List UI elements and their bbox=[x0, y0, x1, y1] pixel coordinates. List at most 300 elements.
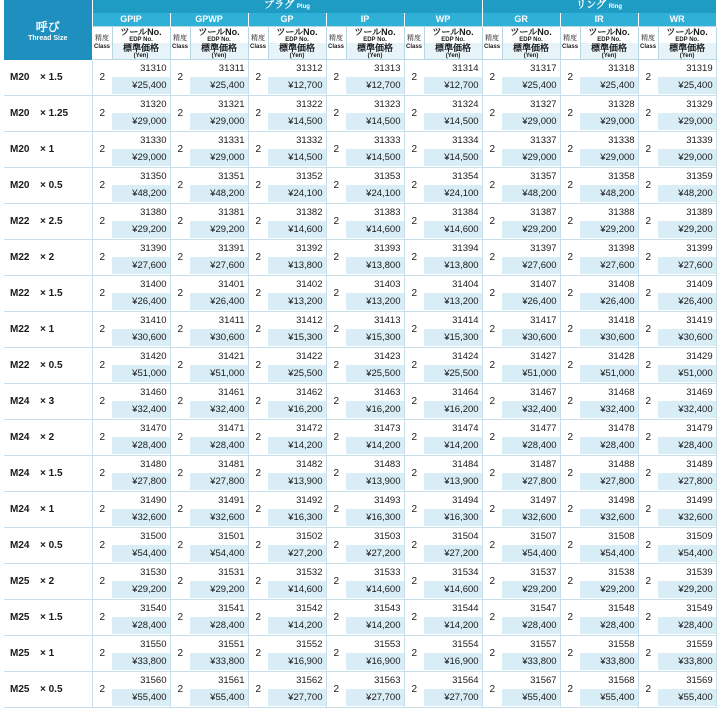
edp-number: 31542 bbox=[268, 600, 326, 617]
edp-price-cell bbox=[502, 599, 560, 635]
list-price: ¥30,600 bbox=[502, 329, 560, 346]
edp-number: 31318 bbox=[580, 60, 638, 77]
edp-price-cell bbox=[580, 383, 638, 419]
thread-size: M20 bbox=[10, 71, 30, 83]
list-price: ¥14,600 bbox=[346, 221, 404, 238]
edp-price-cell bbox=[658, 239, 716, 275]
thread-pitch: × 3 bbox=[40, 395, 55, 407]
class-cell: 2 bbox=[638, 635, 658, 671]
list-price: ¥27,600 bbox=[112, 257, 170, 274]
class-cell: 2 bbox=[404, 311, 424, 347]
edp-price-cell bbox=[424, 131, 482, 167]
edp-number: 31553 bbox=[346, 636, 404, 653]
edp-number: 31503 bbox=[346, 528, 404, 545]
table-row bbox=[4, 347, 716, 383]
list-price: ¥27,700 bbox=[268, 689, 326, 706]
tool-no-label: ツールNo. bbox=[354, 27, 396, 37]
edp-price-cell bbox=[112, 275, 170, 311]
edp-price-cell bbox=[346, 347, 404, 383]
class-cell: 2 bbox=[560, 203, 580, 239]
edp-number: 31561 bbox=[190, 672, 248, 689]
edp-label: EDP No. bbox=[285, 37, 309, 43]
list-price: ¥25,400 bbox=[190, 77, 248, 94]
tool-no-label: ツールNo. bbox=[666, 27, 708, 37]
list-price: ¥13,200 bbox=[346, 293, 404, 310]
edp-number: 31540 bbox=[112, 600, 170, 617]
edp-price-cell bbox=[346, 239, 404, 275]
edp-number: 31488 bbox=[580, 456, 638, 473]
edp-number: 31567 bbox=[502, 672, 560, 689]
thread-pitch: × 0.5 bbox=[40, 179, 63, 191]
class-label-ja: 精度 bbox=[251, 35, 265, 42]
class-cell: 2 bbox=[404, 203, 424, 239]
edp-number: 31414 bbox=[424, 312, 482, 329]
list-price: ¥27,700 bbox=[424, 689, 482, 706]
list-price: ¥55,400 bbox=[112, 689, 170, 706]
class-cell: 2 bbox=[248, 491, 268, 527]
edp-number: 31359 bbox=[658, 168, 716, 185]
edp-number: 31403 bbox=[346, 276, 404, 293]
list-price: ¥27,200 bbox=[424, 545, 482, 562]
class-cell: 2 bbox=[404, 671, 424, 707]
class-cell: 2 bbox=[92, 167, 112, 203]
edp-price-cell bbox=[424, 599, 482, 635]
class-cell: 2 bbox=[560, 275, 580, 311]
edp-number: 31324 bbox=[424, 96, 482, 113]
list-price: ¥32,600 bbox=[502, 509, 560, 526]
list-price: ¥14,200 bbox=[424, 617, 482, 634]
list-price: ¥15,300 bbox=[346, 329, 404, 346]
class-cell: 2 bbox=[170, 203, 190, 239]
edp-number: 31499 bbox=[658, 492, 716, 509]
list-price: ¥55,400 bbox=[658, 689, 716, 706]
edp-number: 31539 bbox=[658, 564, 716, 581]
edp-price-cell bbox=[190, 383, 248, 419]
edp-price-cell bbox=[502, 95, 560, 131]
list-price: ¥13,900 bbox=[346, 473, 404, 490]
edp-price-cell bbox=[658, 455, 716, 491]
edp-number: 31472 bbox=[268, 420, 326, 437]
price-label: 標準価格 bbox=[191, 43, 248, 53]
edp-number: 31358 bbox=[580, 168, 638, 185]
table-row bbox=[4, 239, 716, 275]
class-cell: 2 bbox=[404, 491, 424, 527]
edp-number: 31487 bbox=[502, 456, 560, 473]
class-cell: 2 bbox=[482, 563, 502, 599]
edp-price-cell bbox=[502, 383, 560, 419]
edp-number: 31552 bbox=[268, 636, 326, 653]
list-price: ¥29,000 bbox=[658, 113, 716, 130]
list-price: ¥29,000 bbox=[502, 113, 560, 130]
class-cell: 2 bbox=[248, 419, 268, 455]
list-price: ¥28,400 bbox=[658, 617, 716, 634]
edp-price-cell bbox=[580, 527, 638, 563]
list-price: ¥14,600 bbox=[424, 581, 482, 598]
list-price: ¥14,600 bbox=[268, 581, 326, 598]
edp-number: 31463 bbox=[346, 384, 404, 401]
class-cell: 2 bbox=[170, 455, 190, 491]
class-label-ja: 精度 bbox=[641, 35, 656, 42]
edp-price-cell bbox=[112, 131, 170, 167]
edp-number: 31357 bbox=[502, 168, 560, 185]
list-price: ¥54,400 bbox=[502, 545, 560, 562]
edp-number: 31538 bbox=[580, 564, 638, 581]
class-cell: 2 bbox=[92, 275, 112, 311]
thread-pitch: × 1.5 bbox=[40, 71, 63, 83]
list-price: ¥27,600 bbox=[658, 257, 716, 274]
class-cell: 2 bbox=[560, 95, 580, 131]
edp-price-cell bbox=[658, 383, 716, 419]
class-cell: 2 bbox=[404, 131, 424, 167]
class-subheader bbox=[404, 27, 424, 60]
list-price: ¥51,000 bbox=[190, 365, 248, 382]
edp-price-cell bbox=[502, 131, 560, 167]
class-cell: 2 bbox=[482, 455, 502, 491]
class-label-ja: 精度 bbox=[329, 35, 343, 42]
class-subheader bbox=[638, 27, 658, 60]
class-cell: 2 bbox=[638, 203, 658, 239]
edp-number: 31352 bbox=[268, 168, 326, 185]
class-cell: 2 bbox=[482, 167, 502, 203]
list-price: ¥14,200 bbox=[268, 617, 326, 634]
class-cell: 2 bbox=[170, 239, 190, 275]
edp-number: 31382 bbox=[268, 204, 326, 221]
thread-size-cell bbox=[4, 167, 92, 203]
edp-label: EDP No. bbox=[519, 37, 543, 43]
edp-number: 31312 bbox=[268, 60, 326, 77]
list-price: ¥48,200 bbox=[502, 185, 560, 202]
class-label-en: Class bbox=[640, 44, 657, 50]
edp-price-cell bbox=[658, 419, 716, 455]
ring-group-header bbox=[482, 0, 716, 13]
edp-number: 31544 bbox=[424, 600, 482, 617]
edp-price-cell bbox=[580, 563, 638, 599]
edp-number: 31554 bbox=[424, 636, 482, 653]
edp-number: 31557 bbox=[502, 636, 560, 653]
edp-price-cell bbox=[112, 671, 170, 707]
edp-number: 31547 bbox=[502, 600, 560, 617]
thread-size: M24 bbox=[10, 503, 30, 515]
edp-price-cell bbox=[346, 95, 404, 131]
class-cell: 2 bbox=[482, 60, 502, 96]
edp-number: 31381 bbox=[190, 204, 248, 221]
edp-price-cell bbox=[190, 347, 248, 383]
class-cell: 2 bbox=[248, 635, 268, 671]
thread-pitch: × 1 bbox=[40, 323, 55, 335]
class-cell: 2 bbox=[638, 347, 658, 383]
edp-number: 31328 bbox=[580, 96, 638, 113]
edp-number: 31509 bbox=[658, 528, 716, 545]
edp-number: 31399 bbox=[658, 240, 716, 257]
gauge-header-ip: IP bbox=[326, 13, 404, 27]
edp-number: 31339 bbox=[658, 132, 716, 149]
edp-number: 31530 bbox=[112, 564, 170, 581]
edp-price-cell bbox=[424, 527, 482, 563]
class-cell: 2 bbox=[638, 599, 658, 635]
list-price: ¥13,800 bbox=[424, 257, 482, 274]
edp-number: 31543 bbox=[346, 600, 404, 617]
edp-price-cell bbox=[580, 419, 638, 455]
edp-price-cell bbox=[658, 60, 716, 96]
class-cell: 2 bbox=[170, 527, 190, 563]
class-cell: 2 bbox=[638, 311, 658, 347]
edp-number: 31484 bbox=[424, 456, 482, 473]
edp-price-cell bbox=[580, 635, 638, 671]
thread-size: M22 bbox=[10, 215, 30, 227]
thread-size: M24 bbox=[10, 539, 30, 551]
edp-number: 31394 bbox=[424, 240, 482, 257]
gauge-header-ir: IR bbox=[560, 13, 638, 27]
class-cell: 2 bbox=[248, 383, 268, 419]
class-cell: 2 bbox=[248, 599, 268, 635]
list-price: ¥29,000 bbox=[112, 149, 170, 166]
class-cell: 2 bbox=[326, 563, 346, 599]
edp-price-cell bbox=[346, 203, 404, 239]
thread-size: M24 bbox=[10, 467, 30, 479]
gauge-header-gpip: GPIP bbox=[92, 13, 170, 27]
thread-pitch: × 1.5 bbox=[40, 467, 63, 479]
edp-price-cell bbox=[190, 131, 248, 167]
edp-number: 31397 bbox=[502, 240, 560, 257]
class-subheader bbox=[92, 27, 112, 60]
list-price: ¥29,200 bbox=[190, 581, 248, 598]
list-price: ¥25,400 bbox=[580, 77, 638, 94]
edp-number: 31421 bbox=[190, 348, 248, 365]
class-cell: 2 bbox=[560, 311, 580, 347]
list-price: ¥16,200 bbox=[268, 401, 326, 418]
list-price: ¥12,700 bbox=[268, 77, 326, 94]
edp-number: 31429 bbox=[658, 348, 716, 365]
list-price: ¥29,000 bbox=[580, 149, 638, 166]
list-price: ¥26,400 bbox=[580, 293, 638, 310]
edp-price-cell bbox=[424, 311, 482, 347]
edp-price-cell bbox=[658, 347, 716, 383]
class-cell: 2 bbox=[638, 527, 658, 563]
list-price: ¥29,000 bbox=[658, 149, 716, 166]
class-cell: 2 bbox=[560, 635, 580, 671]
ring-label: リング bbox=[576, 0, 606, 11]
edp-price-cell bbox=[112, 95, 170, 131]
edp-number: 31333 bbox=[346, 132, 404, 149]
edp-number: 31473 bbox=[346, 420, 404, 437]
class-cell: 2 bbox=[560, 491, 580, 527]
class-cell: 2 bbox=[326, 311, 346, 347]
thread-size: M22 bbox=[10, 323, 30, 335]
class-cell: 2 bbox=[482, 419, 502, 455]
class-label-en: Class bbox=[93, 44, 110, 50]
edp-price-cell bbox=[112, 491, 170, 527]
edp-price-cell bbox=[112, 311, 170, 347]
table-row bbox=[4, 527, 716, 563]
class-cell: 2 bbox=[326, 671, 346, 707]
edp-price-cell bbox=[658, 311, 716, 347]
thread-pitch: × 1.5 bbox=[40, 611, 63, 623]
list-price: ¥28,400 bbox=[112, 617, 170, 634]
price-label: 標準価格 bbox=[659, 43, 716, 53]
class-cell: 2 bbox=[92, 599, 112, 635]
edp-price-cell bbox=[658, 203, 716, 239]
class-cell: 2 bbox=[560, 131, 580, 167]
table-row bbox=[4, 167, 716, 203]
class-label-ja: 精度 bbox=[563, 35, 578, 42]
list-price: ¥48,200 bbox=[580, 185, 638, 202]
class-cell: 2 bbox=[638, 455, 658, 491]
edp-number: 31311 bbox=[190, 60, 248, 77]
edp-price-cell bbox=[346, 419, 404, 455]
edp-number: 31337 bbox=[502, 132, 560, 149]
class-cell: 2 bbox=[326, 275, 346, 311]
edp-number: 31491 bbox=[190, 492, 248, 509]
edp-number: 31492 bbox=[268, 492, 326, 509]
table-row bbox=[4, 95, 716, 131]
list-price: ¥32,400 bbox=[502, 401, 560, 418]
class-cell: 2 bbox=[560, 455, 580, 491]
edp-price-cell bbox=[658, 95, 716, 131]
list-price: ¥16,200 bbox=[346, 401, 404, 418]
class-cell: 2 bbox=[92, 347, 112, 383]
edp-number: 31329 bbox=[658, 96, 716, 113]
table-row bbox=[4, 419, 716, 455]
edp-price-cell bbox=[268, 563, 326, 599]
list-price: ¥12,700 bbox=[424, 77, 482, 94]
tool-no-label: ツールNo. bbox=[198, 27, 240, 37]
thread-pitch: × 2 bbox=[40, 251, 55, 263]
edp-price-cell bbox=[346, 131, 404, 167]
thread-pitch: × 0.5 bbox=[40, 683, 63, 695]
edp-price-cell bbox=[424, 203, 482, 239]
edp-price-cell bbox=[190, 167, 248, 203]
tool-no-label: ツールNo. bbox=[588, 27, 630, 37]
edp-price-cell bbox=[112, 563, 170, 599]
table-row bbox=[4, 491, 716, 527]
thread-size-label-en: Thread Size bbox=[28, 34, 68, 42]
gauge-header-wp: WP bbox=[404, 13, 482, 27]
list-price: ¥30,600 bbox=[580, 329, 638, 346]
class-cell: 2 bbox=[404, 599, 424, 635]
thread-pitch: × 0.5 bbox=[40, 359, 63, 371]
edp-price-cell bbox=[580, 131, 638, 167]
class-cell: 2 bbox=[560, 383, 580, 419]
list-price: ¥32,600 bbox=[190, 509, 248, 526]
edp-number: 31532 bbox=[268, 564, 326, 581]
edp-price-cell bbox=[580, 455, 638, 491]
edp-price-cell bbox=[424, 60, 482, 96]
class-cell: 2 bbox=[482, 311, 502, 347]
edp-price-cell bbox=[190, 671, 248, 707]
thread-size: M20 bbox=[10, 107, 30, 119]
table-row bbox=[4, 131, 716, 167]
edp-number: 31537 bbox=[502, 564, 560, 581]
edp-price-cell bbox=[268, 311, 326, 347]
thread-size-cell bbox=[4, 635, 92, 671]
table-row bbox=[4, 635, 716, 671]
thread-size-header bbox=[4, 0, 92, 60]
class-cell: 2 bbox=[482, 203, 502, 239]
edp-price-cell bbox=[346, 383, 404, 419]
class-cell: 2 bbox=[482, 671, 502, 707]
class-cell: 2 bbox=[326, 491, 346, 527]
list-price: ¥25,500 bbox=[268, 365, 326, 382]
list-price: ¥29,200 bbox=[658, 581, 716, 598]
edp-price-cell bbox=[190, 275, 248, 311]
edp-number: 31384 bbox=[424, 204, 482, 221]
class-cell: 2 bbox=[638, 239, 658, 275]
edp-price-cell bbox=[502, 491, 560, 527]
class-cell: 2 bbox=[404, 167, 424, 203]
edp-number: 31461 bbox=[190, 384, 248, 401]
edp-price-cell bbox=[502, 455, 560, 491]
list-price: ¥27,800 bbox=[658, 473, 716, 490]
class-cell: 2 bbox=[560, 239, 580, 275]
edp-number: 31388 bbox=[580, 204, 638, 221]
edp-price-subheader bbox=[424, 27, 482, 60]
class-cell: 2 bbox=[92, 131, 112, 167]
edp-price-cell bbox=[502, 347, 560, 383]
edp-number: 31331 bbox=[190, 132, 248, 149]
edp-price-cell bbox=[658, 671, 716, 707]
list-price: ¥48,200 bbox=[112, 185, 170, 202]
class-cell: 2 bbox=[482, 527, 502, 563]
class-cell: 2 bbox=[170, 95, 190, 131]
list-price: ¥16,300 bbox=[268, 509, 326, 526]
list-price: ¥14,200 bbox=[268, 437, 326, 454]
list-price: ¥30,600 bbox=[112, 329, 170, 346]
class-cell: 2 bbox=[326, 239, 346, 275]
edp-price-cell bbox=[658, 527, 716, 563]
class-label-en: Class bbox=[562, 44, 579, 50]
edp-number: 31559 bbox=[658, 636, 716, 653]
edp-price-cell bbox=[346, 527, 404, 563]
class-cell: 2 bbox=[482, 95, 502, 131]
list-price: ¥32,600 bbox=[112, 509, 170, 526]
list-price: ¥32,600 bbox=[658, 509, 716, 526]
class-cell: 2 bbox=[638, 671, 658, 707]
table-row bbox=[4, 671, 716, 707]
class-cell: 2 bbox=[92, 671, 112, 707]
list-price: ¥32,600 bbox=[580, 509, 638, 526]
edp-number: 31383 bbox=[346, 204, 404, 221]
class-label-en: Class bbox=[405, 44, 422, 50]
edp-number: 31478 bbox=[580, 420, 638, 437]
edp-label: EDP No. bbox=[441, 37, 465, 43]
class-cell: 2 bbox=[404, 527, 424, 563]
edp-price-cell bbox=[112, 599, 170, 635]
list-price: ¥32,400 bbox=[112, 401, 170, 418]
class-cell: 2 bbox=[248, 311, 268, 347]
list-price: ¥24,100 bbox=[424, 185, 482, 202]
edp-number: 31313 bbox=[346, 60, 404, 77]
thread-size-cell bbox=[4, 599, 92, 635]
edp-number: 31420 bbox=[112, 348, 170, 365]
class-label-en: Class bbox=[171, 44, 188, 50]
edp-price-cell bbox=[190, 239, 248, 275]
class-cell: 2 bbox=[170, 563, 190, 599]
class-cell: 2 bbox=[248, 167, 268, 203]
edp-price-cell bbox=[346, 563, 404, 599]
edp-price-cell bbox=[502, 563, 560, 599]
edp-number: 31411 bbox=[190, 312, 248, 329]
list-price: ¥29,000 bbox=[112, 113, 170, 130]
class-cell: 2 bbox=[248, 239, 268, 275]
edp-number: 31422 bbox=[268, 348, 326, 365]
class-cell: 2 bbox=[92, 95, 112, 131]
thread-size: M25 bbox=[10, 683, 30, 695]
edp-price-cell bbox=[190, 635, 248, 671]
table-row bbox=[4, 455, 716, 491]
edp-number: 31481 bbox=[190, 456, 248, 473]
edp-number: 31479 bbox=[658, 420, 716, 437]
class-cell: 2 bbox=[326, 635, 346, 671]
